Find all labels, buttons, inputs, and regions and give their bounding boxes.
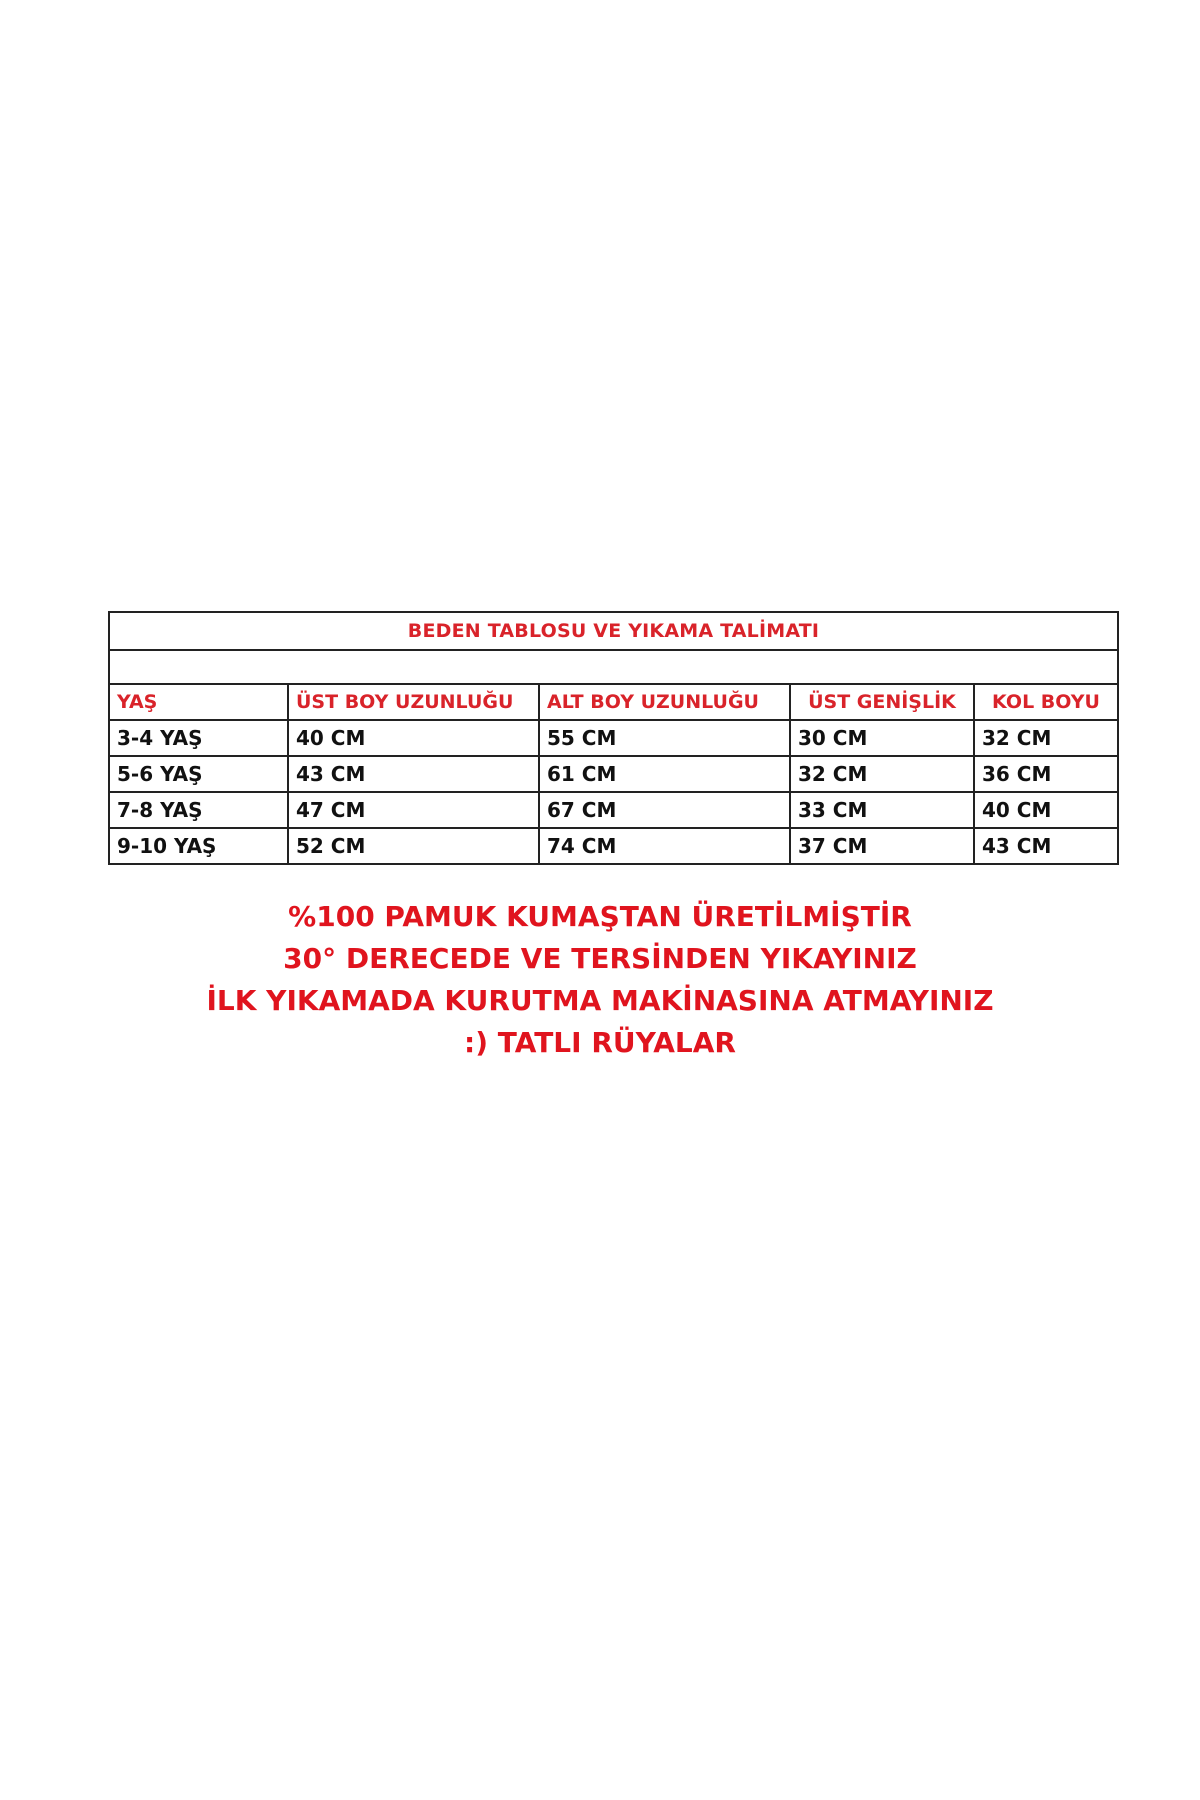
cell-age: 3-4 YAŞ — [109, 720, 288, 756]
note-sweet-dreams: :) TATLI RÜYALAR — [464, 1026, 736, 1059]
cell-bottom-length: 74 CM — [539, 828, 790, 864]
cell-bottom-length: 55 CM — [539, 720, 790, 756]
table-row — [109, 792, 1118, 828]
table-spacer-cell — [109, 650, 1118, 684]
cell-bottom-length: 67 CM — [539, 792, 790, 828]
cell-top-length: 52 CM — [288, 828, 539, 864]
size-chart-table — [108, 611, 1119, 865]
cell-top-length: 43 CM — [288, 756, 539, 792]
care-instructions — [0, 896, 1200, 1064]
header-top-width: ÜST GENİŞLİK — [790, 684, 974, 720]
cell-sleeve-length: 43 CM — [974, 828, 1118, 864]
note-material: %100 PAMUK KUMAŞTAN ÜRETİLMİŞTİR — [288, 900, 912, 933]
table-title: BEDEN TABLOSU VE YIKAMA TALİMATI — [109, 612, 1118, 650]
table-row — [109, 828, 1118, 864]
cell-age: 7-8 YAŞ — [109, 792, 288, 828]
cell-top-length: 40 CM — [288, 720, 539, 756]
cell-sleeve-length: 32 CM — [974, 720, 1118, 756]
header-top-length: ÜST BOY UZUNLUĞU — [288, 684, 539, 720]
cell-age: 9-10 YAŞ — [109, 828, 288, 864]
cell-sleeve-length: 40 CM — [974, 792, 1118, 828]
header-bottom-length: ALT BOY UZUNLUĞU — [539, 684, 790, 720]
cell-age: 5-6 YAŞ — [109, 756, 288, 792]
table-row — [109, 756, 1118, 792]
cell-top-width: 33 CM — [790, 792, 974, 828]
table-header-row — [109, 684, 1118, 720]
cell-sleeve-length: 36 CM — [974, 756, 1118, 792]
table-row — [109, 720, 1118, 756]
cell-top-width: 30 CM — [790, 720, 974, 756]
header-sleeve-length: KOL BOYU — [974, 684, 1118, 720]
table-spacer-row — [109, 650, 1118, 684]
cell-bottom-length: 61 CM — [539, 756, 790, 792]
table-title-row — [109, 612, 1118, 650]
cell-top-length: 47 CM — [288, 792, 539, 828]
note-dryer-warning: İLK YIKAMADA KURUTMA MAKİNASINA ATMAYINIZ — [206, 984, 994, 1017]
cell-top-width: 32 CM — [790, 756, 974, 792]
cell-top-width: 37 CM — [790, 828, 974, 864]
header-age: YAŞ — [109, 684, 288, 720]
note-wash-temperature: 30° DERECEDE VE TERSİNDEN YIKAYINIZ — [283, 942, 917, 975]
